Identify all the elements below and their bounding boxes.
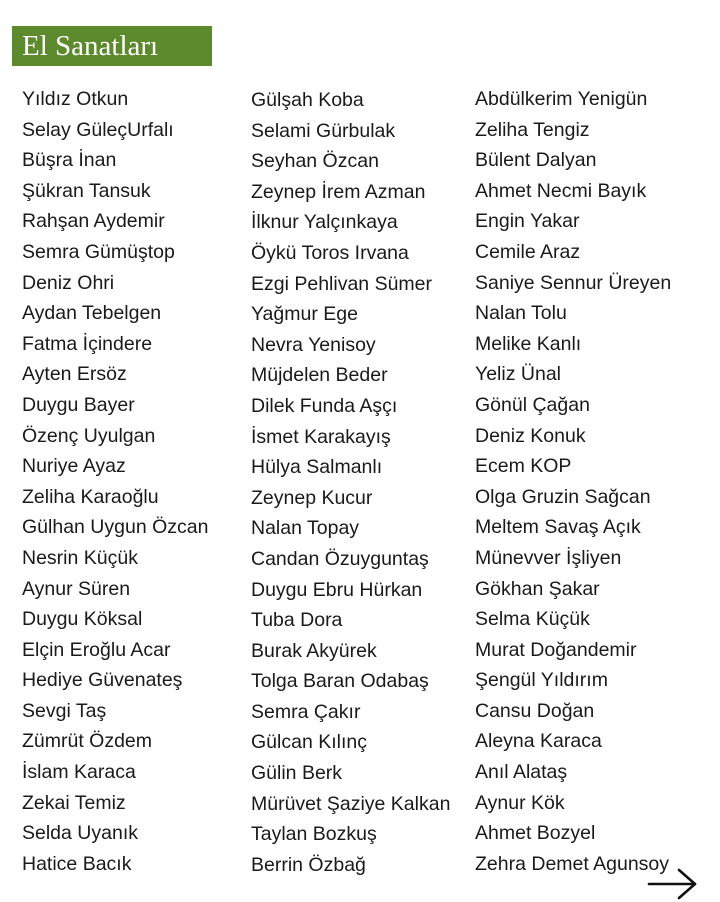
name-list-item: Olga Gruzin Sağcan	[475, 485, 651, 508]
name-list-item: Tuba Dora	[251, 609, 343, 632]
name-list-item: Aynur Kök	[475, 791, 565, 814]
name-list-item: Aydan Tebelgen	[22, 302, 162, 325]
name-list-item: Gülin Berk	[251, 762, 343, 785]
name-list-item: Gönül Çağan	[475, 393, 590, 416]
name-list-item: Meltem Savaş Açık	[475, 516, 641, 539]
name-list-item: Nuriye Ayaz	[22, 455, 126, 478]
name-list-item: Tolga Baran Odabaş	[251, 670, 429, 693]
name-list-item: Nevra Yenisoy	[251, 333, 376, 356]
name-list-item: İsmet Karakayış	[251, 425, 391, 448]
name-list-item: Selma Küçük	[475, 608, 590, 631]
name-list-item: Nalan Topay	[251, 517, 360, 540]
name-list-item: Yeliz Ünal	[475, 363, 561, 386]
name-list-item: Nesrin Küçük	[22, 546, 138, 569]
name-list-item: Rahşan Aydemir	[22, 210, 165, 233]
name-list-item: Zeliha Tengiz	[475, 118, 590, 141]
name-list-item: Engin Yakar	[475, 210, 580, 233]
name-list-item: Zehra Demet Agunsoy	[475, 852, 670, 875]
name-list-item: Şengül Yıldırım	[475, 669, 608, 692]
name-list-item: Müjdelen Beder	[251, 364, 388, 387]
name-list-item: Berrin Özbağ	[251, 853, 366, 876]
name-list-item: Özenç Uyulgan	[22, 424, 156, 447]
name-list-item: Yıldız Otkun	[22, 88, 129, 110]
name-list-item: Gökhan Şakar	[475, 577, 600, 600]
name-list-item: Münevver İşliyen	[475, 546, 622, 569]
name-list-item: Duygu Bayer	[22, 393, 135, 416]
name-list-item: Sevgi Taş	[22, 699, 107, 722]
name-list-item: Selami Gürbulak	[251, 119, 396, 142]
name-list-item: Selay GüleçUrfalı	[22, 118, 174, 141]
name-list-item: Zeynep Kucur	[251, 486, 373, 509]
name-list-item: Bülent Dalyan	[475, 149, 597, 172]
name-list-item: Yağmur Ege	[251, 303, 358, 326]
name-list-item: Burak Akyürek	[251, 639, 377, 662]
name-list-item: Murat Doğandemir	[475, 638, 637, 661]
name-list-item: Zümrüt Özdem	[22, 730, 153, 753]
name-list-item: Seyhan Özcan	[251, 150, 379, 173]
name-list-item: Ahmet Bozyel	[475, 822, 596, 845]
name-list-item: Hediye Güvenateş	[22, 669, 183, 692]
name-list-item: Elçin Eroğlu Acar	[22, 638, 171, 661]
name-list-item: Deniz Konuk	[475, 424, 586, 447]
section-title-banner	[12, 26, 212, 66]
name-list-item: Ayten Ersöz	[22, 363, 127, 386]
name-list-item: Melike Kanlı	[475, 332, 582, 355]
name-list-item: Hülya Salmanlı	[251, 456, 383, 479]
name-list-item: Deniz Ohri	[22, 271, 115, 294]
name-list-item: Ezgi Pehlivan Sümer	[251, 272, 433, 295]
name-list-item: Hatice Bacık	[22, 852, 132, 875]
name-list-item: Semra Çakır	[251, 700, 361, 723]
name-list-item: Büşra İnan	[22, 149, 117, 172]
name-list-item: Duygu Köksal	[22, 608, 143, 631]
name-list-item: Gülhan Uygun Özcan	[22, 516, 209, 539]
names-column-2	[251, 85, 450, 880]
name-list-item: Ecem KOP	[475, 455, 572, 478]
names-column-1	[22, 84, 208, 879]
name-list-item: Duygu Ebru Hürkan	[251, 578, 423, 601]
name-list-item: Cemile Araz	[475, 240, 581, 263]
name-list-item: Şükran Tansuk	[22, 179, 151, 202]
name-list-item: Aynur Süren	[22, 577, 131, 600]
name-list-item: Nalan Tolu	[475, 302, 567, 325]
name-list-item: Cansu Doğan	[475, 699, 595, 722]
section-title: El Sanatları	[22, 30, 159, 62]
name-list-item: İlknur Yalçınkaya	[251, 211, 398, 234]
name-list-item: Gülşah Koba	[251, 89, 364, 111]
name-list-item: İslam Karaca	[22, 761, 136, 784]
name-list-item: Zekai Temiz	[22, 791, 126, 814]
name-list-item: Öykü Toros Irvana	[251, 241, 409, 264]
name-list-item: Abdülkerim Yenigün	[475, 88, 648, 110]
name-list-item: Gülcan Kılınç	[251, 731, 367, 754]
name-list-item: Zeliha Karaoğlu	[22, 485, 159, 508]
arrow-right-icon[interactable]	[646, 866, 700, 902]
name-list-item: Anıl Alataş	[475, 761, 568, 784]
name-list-item: Zeynep İrem Azman	[251, 180, 426, 203]
name-list-item: Semra Gümüştop	[22, 240, 175, 263]
name-list-item: Mürüvet Şaziye Kalkan	[251, 792, 451, 815]
name-list-item: Dilek Funda Aşçı	[251, 394, 398, 417]
names-column-3	[475, 84, 671, 879]
name-list-item: Taylan Bozkuş	[251, 823, 377, 846]
name-list-item: Fatma İçindere	[22, 332, 153, 355]
name-list-item: Ahmet Necmi Bayık	[475, 179, 647, 202]
name-list-item: Selda Uyanık	[22, 822, 138, 845]
name-list-item: Candan Özuyguntaş	[251, 547, 429, 570]
name-list-item: Aleyna Karaca	[475, 730, 602, 753]
name-list-item: Saniye Sennur Üreyen	[475, 271, 672, 294]
